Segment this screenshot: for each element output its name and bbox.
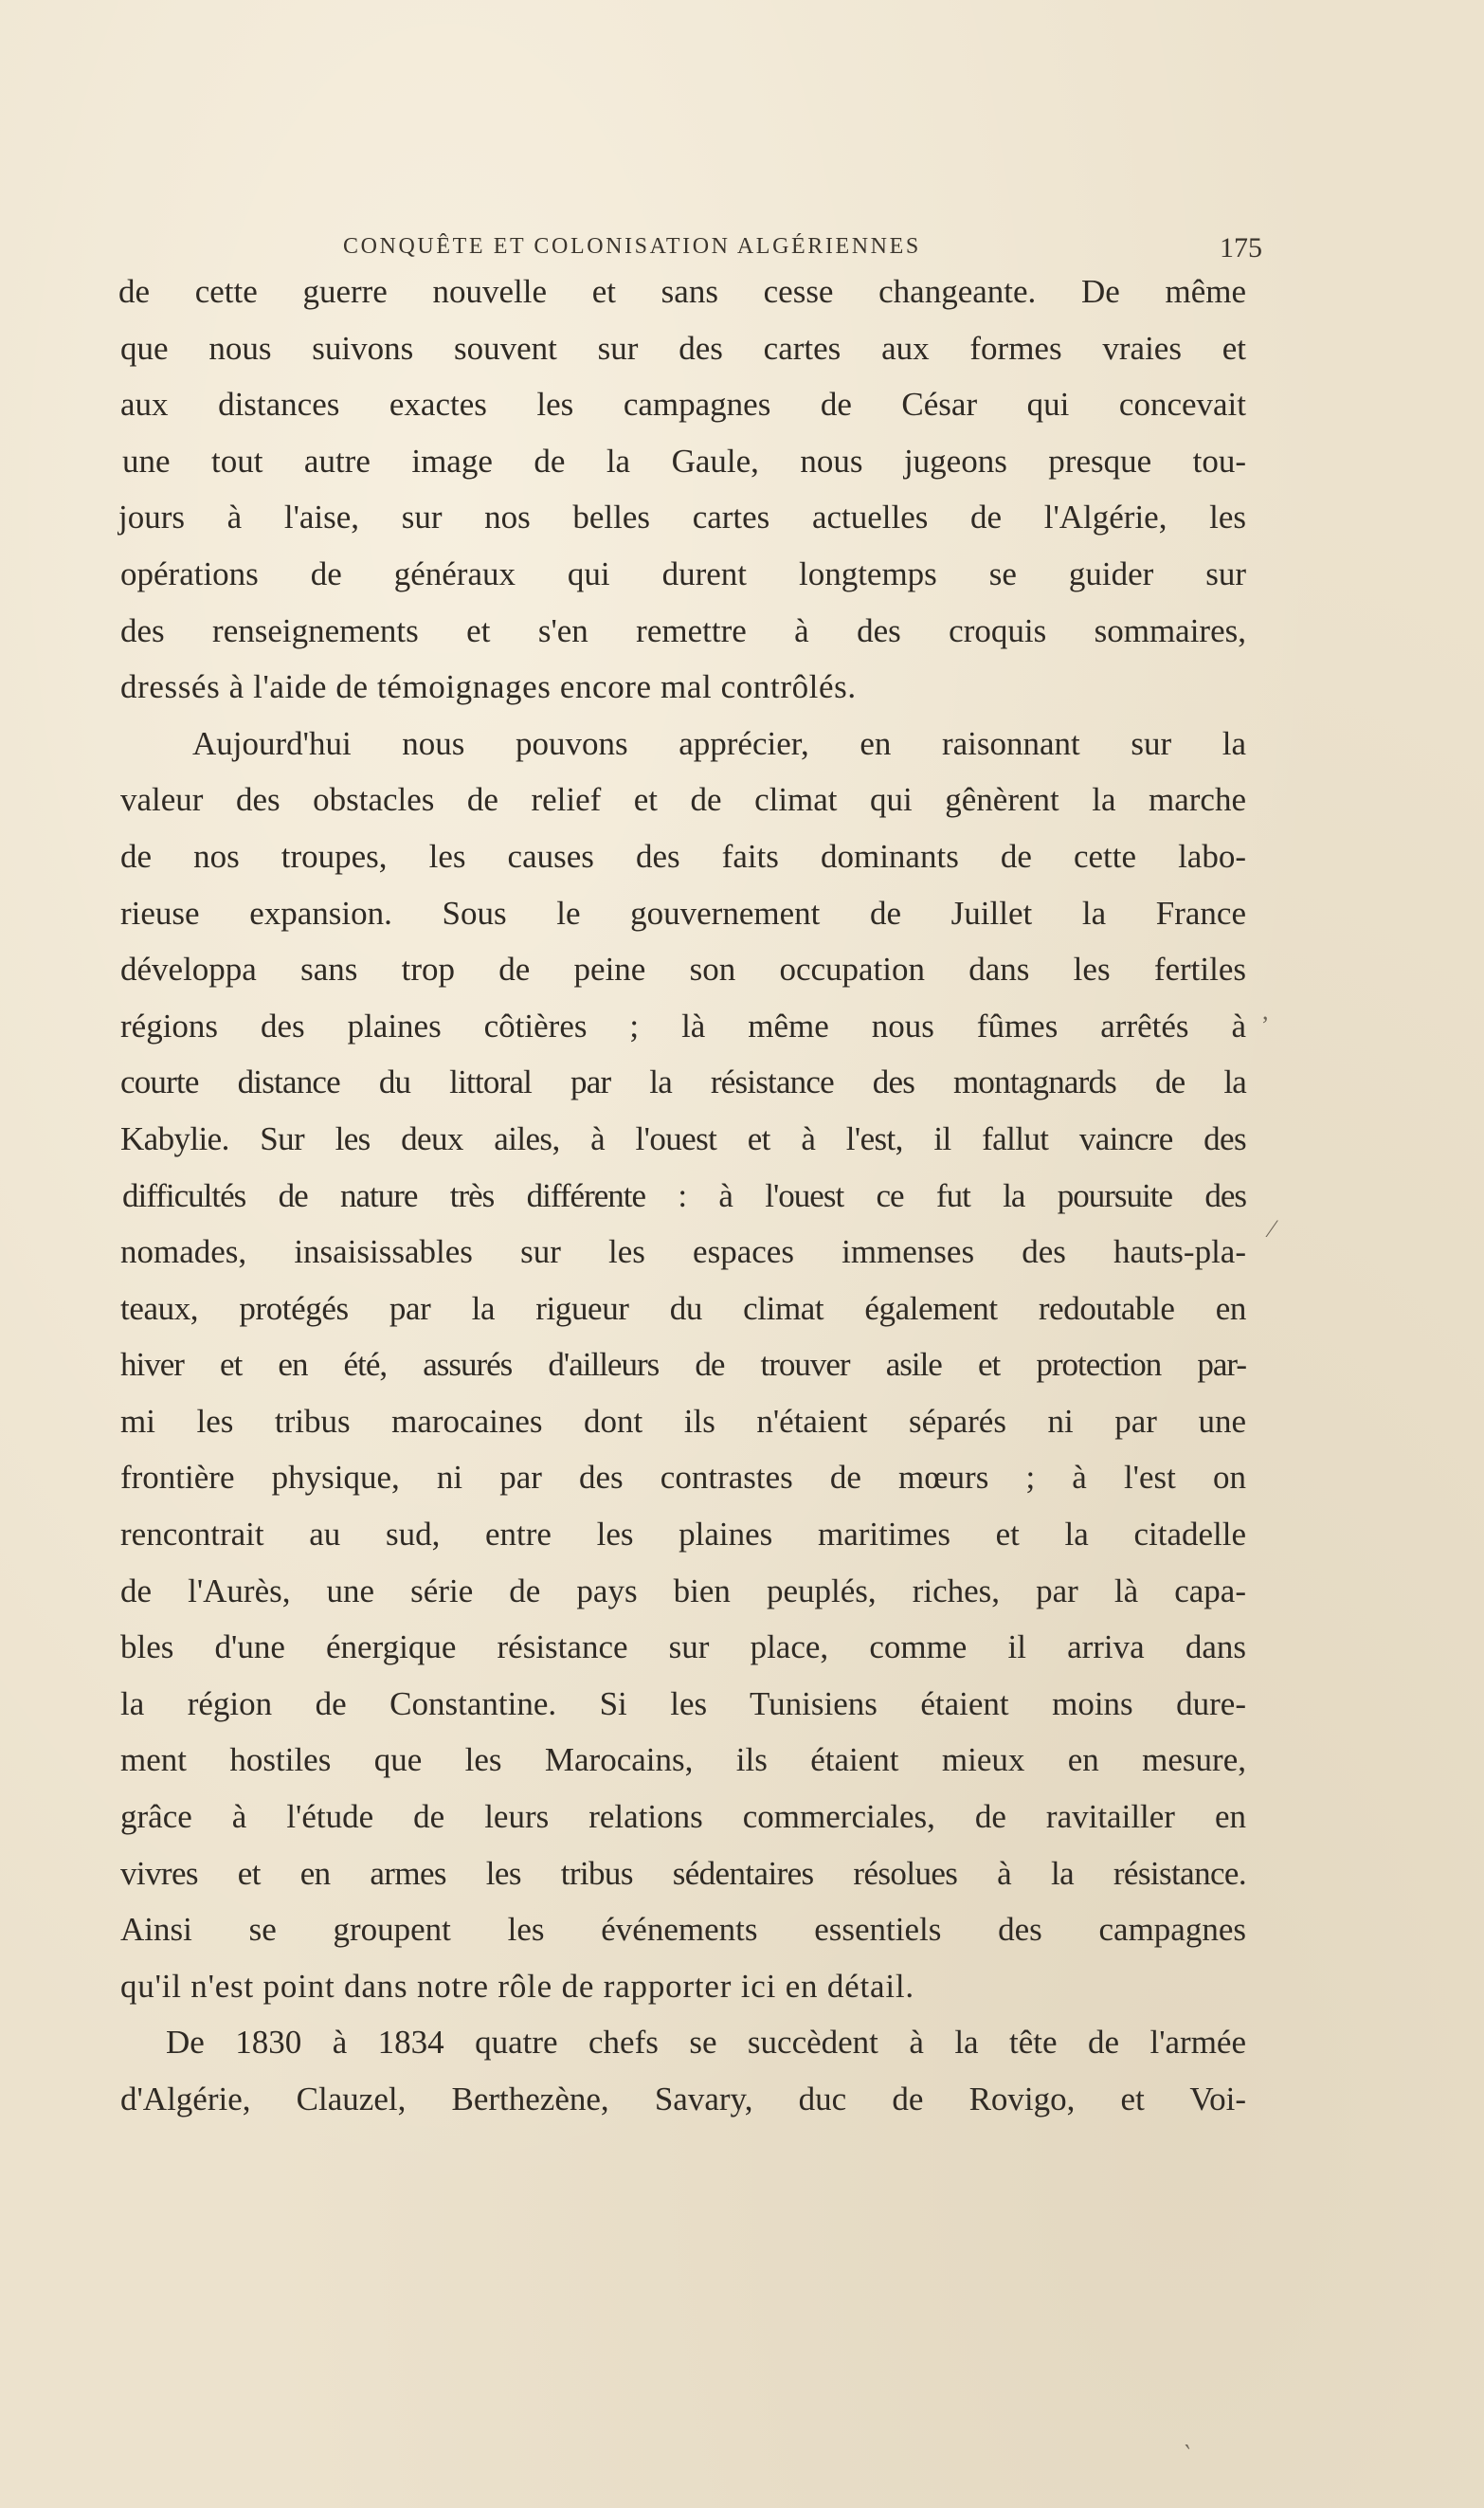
text-line: nomades, insaisissables sur les espaces immenses des hauts-pla- <box>120 1233 1246 1271</box>
text-line: jours à l'aise, sur nos belles cartes actuelles de l'Algérie, les <box>118 499 1246 536</box>
text-line: d'Algérie, Clauzel, Berthezène, Savary, duc de Rovigo, et Voi- <box>120 2081 1246 2117</box>
text-line: Kabylie. Sur les deux ailes, à l'ouest et à l'est, il fallut vaincre des <box>120 1119 1246 1157</box>
text-line: opérations de généraux qui durent longtemps se guider sur <box>120 554 1246 592</box>
running-title: CONQUÊTE ET COLONISATION ALGÉRIENNES <box>343 234 921 259</box>
text-line: de nos troupes, les causes des faits dominants de cette labo- <box>120 837 1246 875</box>
text-line: frontière physique, ni par des contrastes de mœurs ; à l'est on <box>120 1459 1246 1497</box>
text-line: bles d'une énergique résistance sur place, comme il arriva dans <box>120 1628 1246 1666</box>
text-line: rieuse expansion. Sous le gouvernement de Juillet la France <box>120 894 1246 932</box>
stray-mark: ‵ <box>1185 2441 1190 2468</box>
text-line: de l'Aurès, une série de pays bien peuplés, riches, par là capa- <box>120 1572 1246 1609</box>
text-line: une tout autre image de la Gaule, nous jugeons presque tou- <box>122 442 1246 480</box>
text-line: développa sans trop de peine son occupation dans les fertiles <box>120 951 1246 989</box>
text-line: mi les tribus marocaines dont ils n'étaient séparés ni par une <box>120 1402 1246 1440</box>
text-line: valeur des obstacles de relief et de climat qui gênèrent la marche <box>120 781 1246 819</box>
text-line: des renseignements et s'en remettre à des croquis sommaires, <box>120 611 1246 649</box>
stray-mark: ⁄ <box>1270 1215 1275 1243</box>
text-line: la région de Constantine. Si les Tunisiens étaient moins dure- <box>120 1684 1246 1722</box>
text-line: de cette guerre nouvelle et sans cesse changeante. De même <box>118 273 1246 310</box>
text-line: Ainsi se groupent les événements essentiels des campagnes <box>120 1911 1246 1949</box>
text-line: ment hostiles que les Marocains, ils étaient mieux en mesure, <box>120 1741 1246 1779</box>
text-line: De 1830 à 1834 quatre chefs se succèdent à la tête de l'armée <box>166 2024 1246 2062</box>
text-line: teaux, protégés par la rigueur du climat également redoutable en <box>120 1289 1246 1327</box>
text-line: qu'il n'est point dans notre rôle de rapporter ici en détail. <box>120 1967 914 2005</box>
text-line: grâce à l'étude de leurs relations commerciales, de ravitailler en <box>120 1798 1246 1836</box>
text-line: vivres et en armes les tribus sédentaires résolues à la résistance. <box>120 1854 1246 1892</box>
stray-mark: , <box>1262 997 1269 1025</box>
text-line: courte distance du littoral par la résistance des montagnards de la <box>120 1063 1246 1101</box>
text-line: rencontrait au sud, entre les plaines maritimes et la citadelle <box>120 1516 1246 1554</box>
text-line: difficultés de nature très différente : à l'ouest ce fut la poursuite des <box>122 1176 1246 1214</box>
text-line: dressés à l'aide de témoignages encore mal contrôlés. <box>120 668 857 706</box>
page-number: 175 <box>1220 232 1262 264</box>
text-line: hiver et en été, assurés d'ailleurs de trouver asile et protection par- <box>120 1346 1246 1384</box>
body-text <box>118 264 1256 2128</box>
text-line: Aujourd'hui nous pouvons apprécier, en raisonnant sur la <box>192 724 1246 762</box>
text-line: aux distances exactes les campagnes de César qui concevait <box>120 386 1246 424</box>
text-line: que nous suivons souvent sur des cartes aux formes vraies et <box>120 329 1246 367</box>
text-line: régions des plaines côtières ; là même nous fûmes arrêtés à <box>120 1007 1246 1045</box>
